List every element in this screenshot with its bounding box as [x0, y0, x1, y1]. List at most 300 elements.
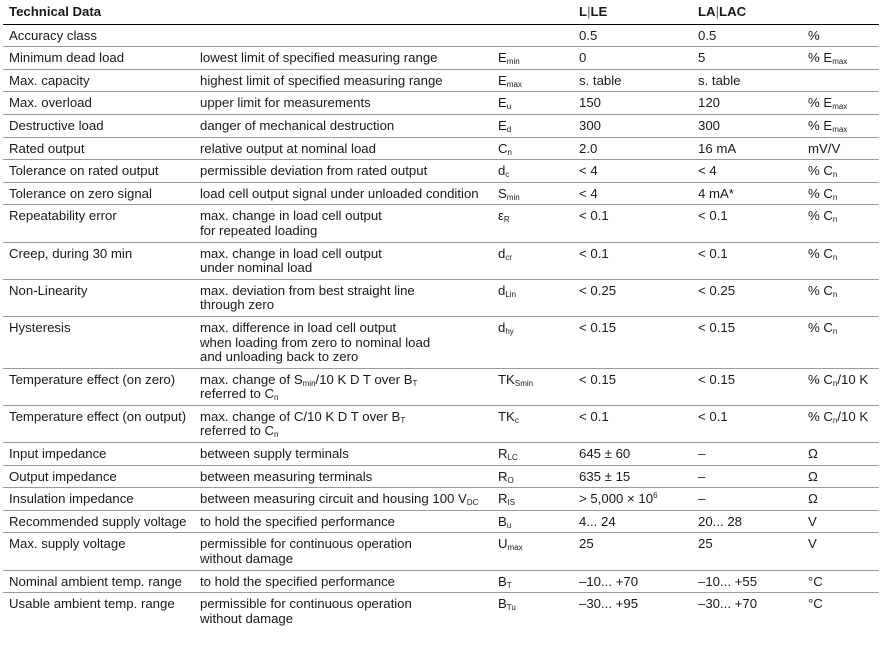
header-part: L [579, 4, 588, 19]
text-segment: –10... +55 [698, 573, 758, 589]
parameter-symbol [492, 182, 573, 205]
text-segment: 645 ± 60 [579, 446, 631, 462]
text-segment: 2.0 [579, 140, 598, 156]
parameter-description [194, 510, 492, 533]
parameter-description [194, 533, 492, 570]
text-segment: < 0.15 [579, 371, 617, 387]
header-separator: | [587, 4, 591, 19]
value-l-le [573, 510, 692, 533]
table-row [3, 92, 879, 115]
value-la-lac [692, 242, 802, 279]
value-l-le [573, 368, 692, 405]
text-segment: /10 K [837, 408, 869, 424]
parameter-name: Accuracy class [9, 27, 97, 43]
description-line [200, 187, 492, 202]
parameter-symbol [492, 465, 573, 488]
value-l-le [573, 465, 692, 488]
text-segment: d [498, 163, 506, 179]
text-segment: < 0.1 [579, 245, 609, 261]
text-segment: B [498, 573, 507, 589]
text-segment: % C [808, 208, 833, 224]
value-la-lac [692, 279, 802, 316]
value-l-le [573, 443, 692, 466]
parameter-name: Minimum dead load [9, 50, 125, 66]
header-part: LAC [719, 4, 747, 19]
parameter-name: Creep, during 30 min [9, 245, 133, 261]
text-segment: – [698, 491, 706, 507]
description-line [200, 492, 492, 507]
parameter-symbol [492, 47, 573, 70]
parameter-description [194, 368, 492, 405]
header-part: LA [698, 4, 716, 19]
parameter-description [194, 242, 492, 279]
unit [802, 137, 879, 160]
text-segment: C [498, 140, 508, 156]
text-segment: < 0.15 [698, 371, 736, 387]
text-segment: referred to C [200, 386, 275, 402]
value-la-lac [692, 570, 802, 593]
text-segment: % C [808, 245, 833, 261]
parameter-name: Tolerance on rated output [9, 163, 159, 179]
parameter-description [194, 405, 492, 442]
text-segment: S [498, 185, 507, 201]
text-segment: % C [808, 282, 833, 298]
text-segment: permissible deviation from rated output [200, 163, 428, 179]
text-segment: –10... +70 [579, 573, 639, 589]
value-la-lac [692, 92, 802, 115]
table-row [3, 24, 879, 47]
value-la-lac [692, 47, 802, 70]
parameter-symbol [492, 137, 573, 160]
value-l-le [573, 570, 692, 593]
text-segment: –30... +95 [579, 596, 639, 612]
parameter-symbol [492, 488, 573, 511]
text-segment: % C [808, 371, 833, 387]
value-l-le [573, 316, 692, 368]
unit [802, 160, 879, 183]
text-segment: < 0.1 [698, 245, 728, 261]
unit [802, 47, 879, 70]
parameter-symbol [492, 316, 573, 368]
description-line [200, 96, 492, 111]
text-segment: 300 [698, 117, 721, 133]
unit [802, 92, 879, 115]
text-segment: under nominal load [200, 260, 313, 276]
subscript-segment: n [832, 170, 838, 180]
parameter-symbol [492, 114, 573, 137]
text-segment: lowest limit of specified measuring range [200, 50, 438, 66]
parameter-symbol [492, 570, 573, 593]
text-segment: E [498, 95, 507, 111]
table-row [3, 137, 879, 160]
supscript-segment: 6 [653, 491, 658, 501]
text-segment: through zero [200, 297, 275, 313]
subscript-segment: n [832, 215, 838, 225]
subscript-segment: cr [505, 252, 513, 262]
value-l-le [573, 182, 692, 205]
text-segment: 0 [579, 50, 587, 66]
unit [802, 443, 879, 466]
subscript-segment: R [503, 215, 510, 225]
subscript-segment: max [507, 543, 523, 553]
text-segment: load cell output signal under unloaded condition [200, 185, 479, 201]
subscript-segment: u [506, 520, 512, 530]
text-segment: 4... 24 [579, 513, 616, 529]
value-la-lac [692, 205, 802, 242]
text-segment: < 0.25 [698, 282, 736, 298]
parameter-description [194, 182, 492, 205]
table-body [3, 24, 879, 629]
value-l-le [573, 47, 692, 70]
description-line [200, 537, 492, 552]
text-segment: Ω [808, 446, 818, 462]
subscript-segment: n [274, 393, 279, 403]
text-segment: < 4 [579, 185, 598, 201]
subscript-segment: max [832, 102, 848, 112]
text-segment: s. table [698, 72, 741, 88]
value-l-le [573, 114, 692, 137]
value-la-lac [692, 465, 802, 488]
text-segment: /10 K [837, 371, 869, 387]
parameter-description [194, 47, 492, 70]
unit [802, 316, 879, 368]
parameter-description [194, 465, 492, 488]
subscript-segment: n [832, 289, 838, 299]
text-segment: to hold the specified performance [200, 513, 395, 529]
description-line [200, 387, 492, 402]
value-l-le [573, 533, 692, 570]
subscript-segment: min [302, 378, 316, 388]
text-segment: 635 ± 15 [579, 468, 631, 484]
unit [802, 114, 879, 137]
text-segment: < 0.1 [698, 208, 728, 224]
text-segment: B [498, 513, 507, 529]
text-segment: d [498, 282, 506, 298]
parameter-symbol [492, 593, 573, 630]
text-segment: % [808, 27, 820, 43]
value-l-le [573, 593, 692, 630]
text-segment: °C [808, 596, 823, 612]
text-segment: upper limit for measurements [200, 95, 371, 111]
description-line [200, 515, 492, 530]
text-segment: < 0.1 [579, 408, 609, 424]
text-segment: < 0.1 [579, 208, 609, 224]
table-row [3, 443, 879, 466]
subscript-segment: DC [466, 498, 479, 508]
value-l-le [573, 279, 692, 316]
parameter-name: Temperature effect (on output) [9, 408, 187, 424]
text-segment: R [498, 468, 508, 484]
value-l-le [573, 69, 692, 92]
value-l-le [573, 488, 692, 511]
text-segment: TK [498, 371, 515, 387]
text-segment: permissible for continuous operation [200, 596, 412, 612]
column-header-la-lac [692, 0, 802, 24]
text-segment: % C [808, 319, 833, 335]
subscript-segment: T [412, 378, 418, 388]
description-line [200, 350, 492, 365]
text-segment: < 0.15 [698, 319, 736, 335]
parameter-name: Temperature effect (on zero) [9, 371, 176, 387]
value-la-lac [692, 182, 802, 205]
parameter-symbol [492, 24, 573, 47]
text-segment: 0.5 [579, 27, 598, 43]
parameter-name: Tolerance on zero signal [9, 185, 152, 201]
description-line [200, 209, 492, 224]
table-row [3, 405, 879, 442]
parameter-name: Input impedance [9, 446, 107, 462]
description-line [200, 119, 492, 134]
parameter-symbol [492, 405, 573, 442]
text-segment: highest limit of specified measuring range [200, 72, 443, 88]
parameter-description [194, 205, 492, 242]
value-la-lac [692, 405, 802, 442]
value-la-lac [692, 368, 802, 405]
text-segment: d [498, 245, 506, 261]
parameter-name: Non-Linearity [9, 282, 88, 298]
subscript-segment: n [274, 430, 279, 440]
text-segment: 120 [698, 95, 721, 111]
value-la-lac [692, 160, 802, 183]
description-line [200, 597, 492, 612]
parameter-name: Usable ambient temp. range [9, 596, 175, 612]
value-l-le [573, 160, 692, 183]
table-row [3, 510, 879, 533]
parameter-name: Output impedance [9, 468, 117, 484]
table-row [3, 47, 879, 70]
text-segment: E [498, 117, 507, 133]
text-segment: % C [808, 185, 833, 201]
unit [802, 405, 879, 442]
parameter-name: Insulation impedance [9, 491, 134, 507]
value-la-lac [692, 593, 802, 630]
subscript-segment: n [832, 326, 838, 336]
text-segment: 300 [579, 117, 602, 133]
text-segment: 20... 28 [698, 513, 742, 529]
subscript-segment: hy [505, 326, 514, 336]
subscript-segment: Lin [505, 289, 517, 299]
text-segment: and unloading back to zero [200, 349, 359, 365]
table-row [3, 368, 879, 405]
text-segment: B [498, 596, 507, 612]
description-line [200, 51, 492, 66]
parameter-name: Hysteresis [9, 319, 71, 335]
value-l-le [573, 405, 692, 442]
value-l-le [573, 92, 692, 115]
unit [802, 488, 879, 511]
value-la-lac [692, 24, 802, 47]
parameter-description [194, 24, 492, 47]
text-segment: max. deviation from best straight line [200, 282, 415, 298]
text-segment: –30... +70 [698, 596, 758, 612]
parameter-description [194, 279, 492, 316]
text-segment: without damage [200, 610, 294, 626]
table-row [3, 279, 879, 316]
description-line [200, 164, 492, 179]
text-segment: < 0.15 [579, 319, 617, 335]
subscript-segment: max [506, 79, 522, 89]
text-segment: max. change of C/10 K D T over B [200, 408, 401, 424]
text-segment: mV/V [808, 140, 841, 156]
description-line [200, 612, 492, 627]
parameter-symbol [492, 205, 573, 242]
column-header-l-le [573, 0, 692, 24]
parameter-symbol [492, 443, 573, 466]
value-l-le [573, 205, 692, 242]
text-segment: E [498, 72, 507, 88]
table-row [3, 570, 879, 593]
description-line [200, 321, 492, 336]
text-segment: < 0.25 [579, 282, 617, 298]
parameter-symbol [492, 242, 573, 279]
table-row [3, 465, 879, 488]
description-line [200, 298, 492, 313]
value-la-lac [692, 533, 802, 570]
table-title: Technical Data [3, 0, 194, 24]
header-spacer [194, 0, 492, 24]
parameter-description [194, 114, 492, 137]
value-la-lac [692, 69, 802, 92]
value-la-lac [692, 488, 802, 511]
text-segment: – [698, 468, 706, 484]
parameter-symbol [492, 533, 573, 570]
text-segment: when loading from zero to nominal load [200, 334, 431, 350]
text-segment: °C [808, 573, 823, 589]
parameter-description [194, 160, 492, 183]
description-line [200, 336, 492, 351]
text-segment: U [498, 536, 508, 552]
text-segment: for repeated loading [200, 222, 318, 238]
value-la-lac [692, 316, 802, 368]
unit [802, 570, 879, 593]
parameter-symbol [492, 69, 573, 92]
subscript-segment: min [506, 57, 520, 67]
table-row [3, 593, 879, 630]
subscript-segment: O [507, 475, 514, 485]
text-segment: s. table [579, 72, 622, 88]
parameter-description [194, 69, 492, 92]
text-segment: /10 K D T over B [315, 371, 413, 387]
parameter-symbol [492, 92, 573, 115]
text-segment: permissible for continuous operation [200, 536, 412, 552]
text-segment: max. difference in load cell output [200, 319, 397, 335]
text-segment: R [498, 491, 508, 507]
description-line [200, 552, 492, 567]
text-segment: 150 [579, 95, 602, 111]
subscript-segment: max [832, 57, 848, 67]
table-row [3, 488, 879, 511]
value-la-lac [692, 443, 802, 466]
text-segment: < 4 [579, 163, 598, 179]
parameter-description [194, 137, 492, 160]
description-line [200, 424, 492, 439]
subscript-segment: LC [507, 453, 518, 463]
unit [802, 368, 879, 405]
description-line [200, 575, 492, 590]
description-line [200, 247, 492, 262]
value-la-lac [692, 137, 802, 160]
text-segment: max. change of S [200, 371, 303, 387]
text-segment: – [698, 446, 706, 462]
subscript-segment: d [506, 124, 512, 134]
text-segment: > 5,000 × 10 [579, 491, 654, 507]
parameter-symbol [492, 160, 573, 183]
description-line [200, 74, 492, 89]
unit [802, 510, 879, 533]
technical-data-table [3, 0, 879, 629]
text-segment: TK [498, 408, 515, 424]
subscript-segment: u [506, 102, 512, 112]
text-segment: % E [808, 50, 833, 66]
text-segment: 4 mA* [698, 185, 734, 201]
subscript-segment: IS [507, 498, 516, 508]
text-segment: between measuring terminals [200, 468, 373, 484]
table-header-row [3, 0, 879, 24]
parameter-description [194, 316, 492, 368]
text-segment: 5 [698, 50, 706, 66]
table-row [3, 205, 879, 242]
text-segment: between supply terminals [200, 446, 349, 462]
text-segment: % C [808, 163, 833, 179]
unit [802, 182, 879, 205]
parameter-description [194, 443, 492, 466]
text-segment: < 0.1 [698, 408, 728, 424]
value-l-le [573, 242, 692, 279]
subscript-segment: n [507, 147, 512, 157]
subscript-segment: min [506, 192, 520, 202]
subscript-segment: c [514, 415, 519, 425]
parameter-symbol [492, 279, 573, 316]
subscript-segment: T [400, 415, 406, 425]
text-segment: Ω [808, 491, 818, 507]
value-l-le [573, 137, 692, 160]
unit [802, 279, 879, 316]
text-segment: Ω [808, 468, 818, 484]
parameter-description [194, 488, 492, 511]
subscript-segment: n [832, 415, 838, 425]
parameter-symbol [492, 510, 573, 533]
subscript-segment: Smin [514, 378, 534, 388]
unit [802, 465, 879, 488]
description-line [200, 261, 492, 276]
parameter-name: Recommended supply voltage [9, 513, 187, 529]
text-segment: < 4 [698, 163, 717, 179]
parameter-name: Max. overload [9, 95, 92, 111]
unit [802, 69, 879, 92]
subscript-segment: Tu [506, 603, 516, 613]
parameter-name: Repeatability error [9, 208, 117, 224]
parameter-description [194, 92, 492, 115]
text-segment: 16 mA [698, 140, 737, 156]
text-segment: 25 [579, 536, 594, 552]
text-segment: relative output at nominal load [200, 140, 376, 156]
unit [802, 242, 879, 279]
text-segment: V [808, 513, 817, 529]
table-row [3, 160, 879, 183]
description-line [200, 142, 492, 157]
header-spacer [802, 0, 879, 24]
table-row [3, 114, 879, 137]
text-segment: danger of mechanical destruction [200, 117, 395, 133]
text-segment: ε [498, 208, 504, 224]
text-segment: max. change in load cell output [200, 245, 382, 261]
description-line [200, 447, 492, 462]
parameter-description [194, 593, 492, 630]
text-segment: 0.5 [698, 27, 717, 43]
parameter-description [194, 570, 492, 593]
description-line [200, 224, 492, 239]
subscript-segment: n [832, 192, 838, 202]
